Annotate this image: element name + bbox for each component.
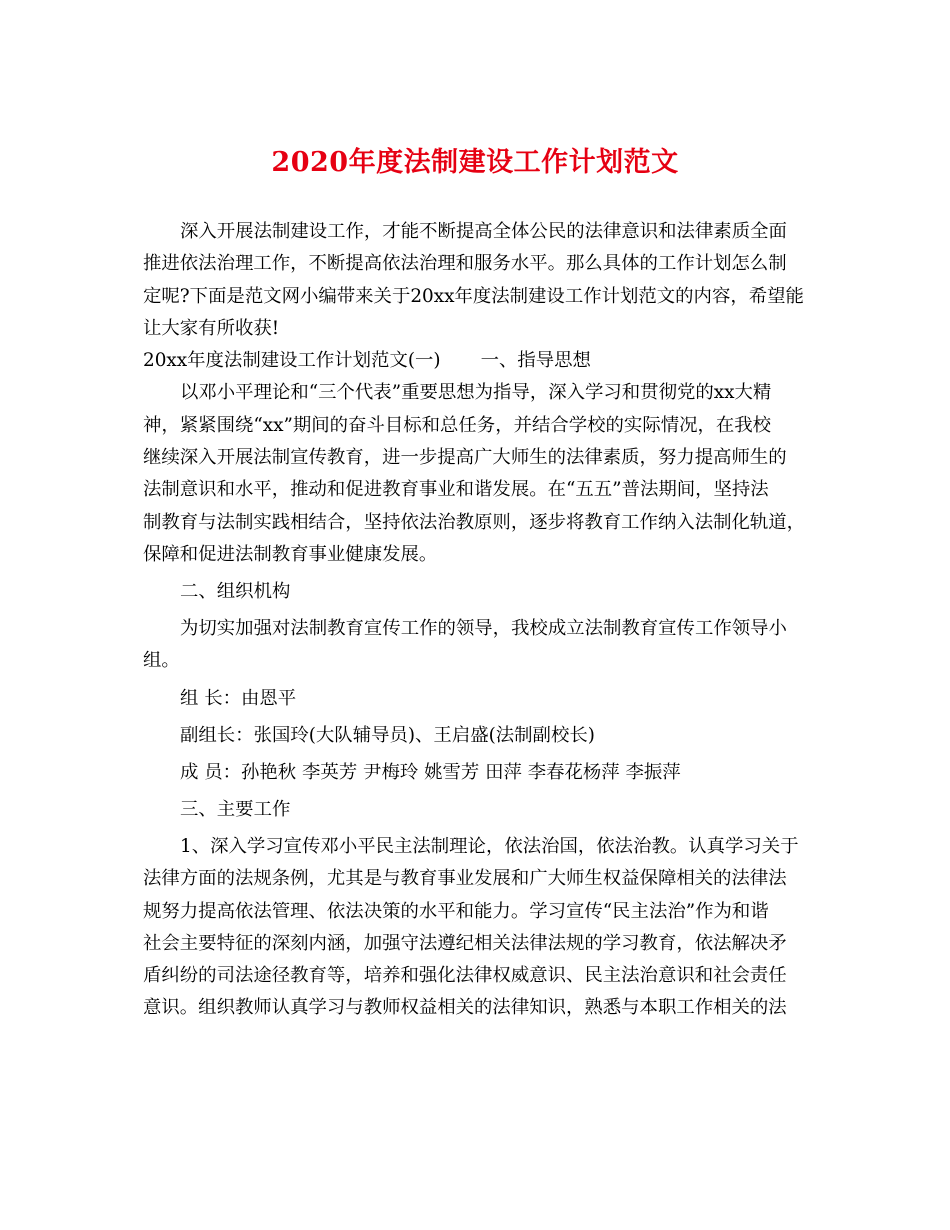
subtitle-plan-one: 20xx年度法制建设工作计划范文(一) [143, 350, 441, 372]
intro-line-4: 让大家有所收获! [143, 317, 280, 339]
group-leader: 组 长：由恩平 [180, 687, 297, 709]
guiding-line-4: 法制意识和水平，推动和促进教育事业和谐发展。在“五五”普法期间，坚持法 [143, 479, 769, 501]
guiding-line-6: 保障和促进法制教育事业健康发展。 [143, 543, 438, 565]
document-body [143, 216, 815, 1025]
heading-organization: 二、组织机构 [180, 581, 291, 603]
organization-line-1: 为切实加强对法制教育宣传工作的领导，我校成立法制教育宣传工作领导小 [180, 618, 787, 640]
guiding-line-5: 制教育与法制实践相结合，坚持依法治教原则，逐步将教育工作纳入法制化轨道， [143, 511, 806, 533]
work-line-2: 法律方面的法规条例，尤其是与教育事业发展和广大师生权益保障相关的法律法 [143, 868, 787, 890]
heading-main-work: 三、主要工作 [180, 798, 291, 820]
intro-line-1: 深入开展法制建设工作，才能不断提高全体公民的法律意识和法律素质全面 [180, 221, 787, 242]
guiding-line-2: 神，紧紧围绕“xx”期间的奋斗目标和总任务，并结合学校的实际情况，在我校 [143, 414, 772, 436]
intro-line-3: 定呢?下面是范文网小编带来关于20xx年度法制建设工作计划范文的内容，希望能 [143, 285, 804, 307]
work-line-1: 1、深入学习宣传邓小平民主法制理论，依法治国，依法治教。认真学习关于 [180, 835, 799, 857]
guiding-line-3: 继续深入开展法制宣传教育，进一步提高广大师生的法律素质，努力提高师生的 [143, 447, 787, 469]
section-heading-row [143, 345, 815, 377]
deputy-leaders: 副组长：张国玲(大队辅导员)、王启盛(法制副校长) [180, 724, 595, 746]
work-line-5: 盾纠纷的司法途径教育等，培养和强化法律权威意识、民主法治意识和社会责任 [143, 965, 787, 987]
document-title: 2020年度法制建设工作计划范文 [271, 147, 679, 178]
heading-guiding-thought: 一、指导思想 [480, 350, 591, 372]
group-members: 成 员：孙艳秋 李英芳 尹梅玲 姚雪芳 田萍 李春花杨萍 李振萍 [180, 761, 681, 783]
intro-line-2: 推进依法治理工作，不断提高依法治理和服务水平。那么具体的工作计划怎么制 [143, 253, 787, 275]
guiding-line-1: 以邓小平理论和“三个代表”重要思想为指导，深入学习和贯彻党的xx大精 [180, 382, 772, 404]
work-line-4: 社会主要特征的深刻内涵，加强守法遵纪相关法律法规的学习教育，依法解决矛 [143, 932, 787, 954]
work-line-3: 规努力提高依法管理、依法决策的水平和能力。学习宣传“民主法治”作为和谐 [143, 900, 769, 922]
work-line-6: 意识。组织教师认真学习与教师权益相关的法律知识，熟悉与本职工作相关的法 [143, 997, 787, 1019]
organization-line-2: 组。 [143, 650, 180, 672]
